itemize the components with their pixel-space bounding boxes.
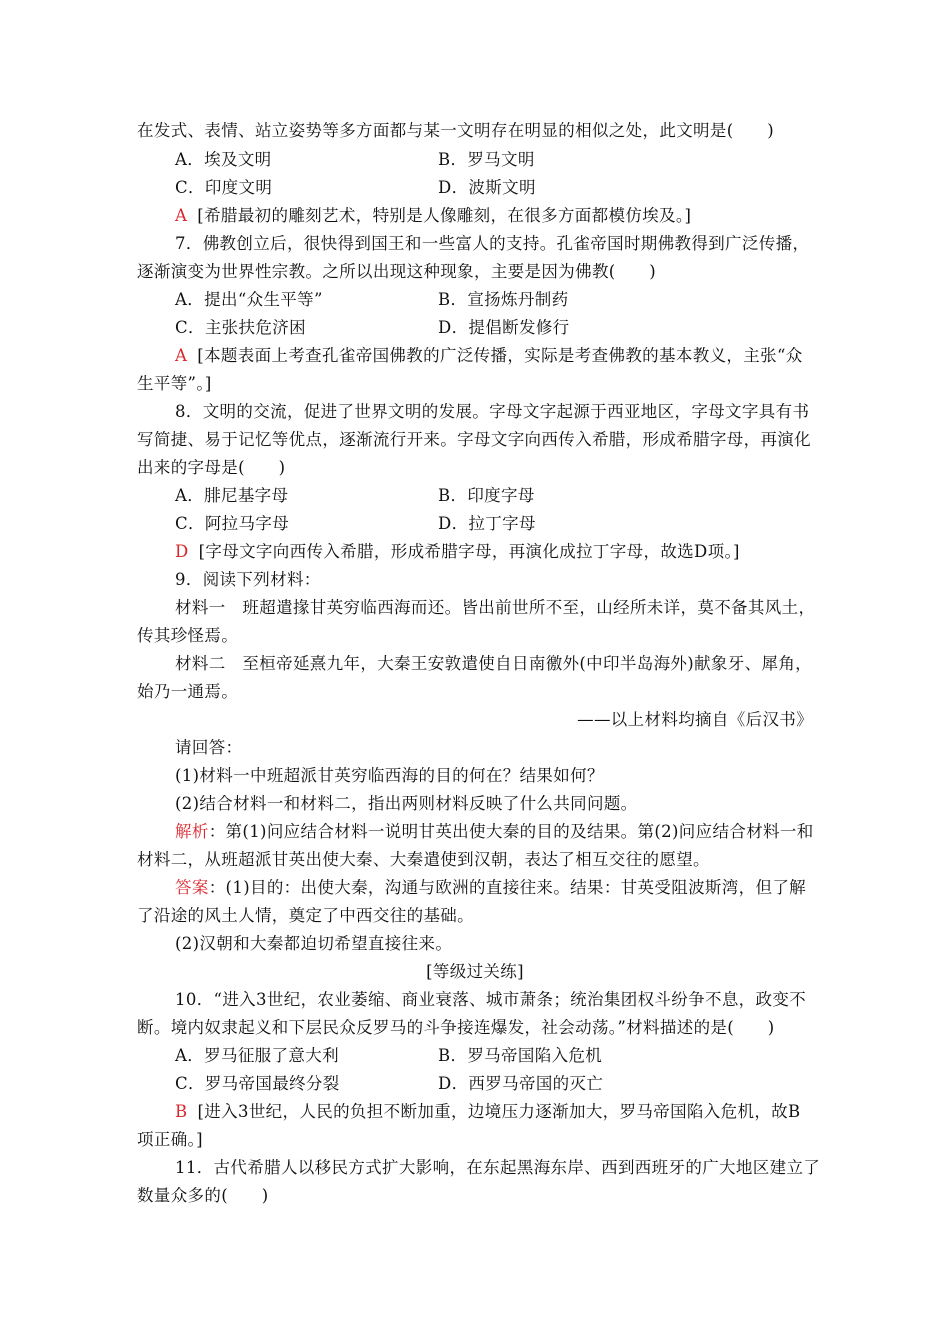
question-9-answer-line-3: (2)汉朝和大秦都迫切希望直接往来。 (175, 934, 453, 953)
question-9-analysis-line-2: 材料二，从班超派甘英出使大秦、大秦遣使到汉朝，表达了相互交往的愿望。 (137, 850, 710, 869)
question-7-option-b: B．宣扬炼丹制药 (438, 290, 569, 309)
question-10-answer (175, 1102, 801, 1122)
answer-explanation: [本题表面上考查孔雀帝国佛教的广泛传播，实际是考查佛教的基本教义，主张“众 (197, 346, 803, 365)
question-10-option-c: C．罗马帝国最终分裂 (175, 1074, 340, 1093)
answer-explanation: [字母文字向西传入希腊，形成希腊字母，再演化成拉丁字母，故选D项。] (198, 542, 740, 561)
question-6-answer (175, 206, 691, 226)
question-9-ask: 请回答： (175, 738, 243, 757)
answer-explanation: [希腊最初的雕刻艺术，特别是人像雕刻，在很多方面都模仿埃及。] (197, 206, 692, 225)
question-8-stem-line-3: 出来的字母是( ) (137, 458, 286, 477)
question-7-stem-line-1: 7．佛教创立后，很快得到国王和一些富人的支持。孔雀帝国时期佛教得到广泛传播， (175, 234, 810, 253)
question-10-option-d: D．西罗马帝国的灭亡 (438, 1074, 604, 1093)
question-8-stem-line-1: 8．文明的交流，促进了世界文明的发展。字母文字起源于西亚地区，字母文字具有书 (175, 402, 810, 421)
question-9-stem: 9．阅读下列材料： (175, 570, 321, 589)
question-7-answer (175, 346, 803, 366)
question-11-stem-line-2: 数量众多的( ) (137, 1186, 269, 1205)
material-1-line-1: 材料一 班超遣掾甘英穷临西海而还。皆出前世所不至，山经所未详，莫不备其风土， (175, 598, 816, 617)
question-6-option-a: A．埃及文明 (175, 150, 272, 169)
question-7-option-d: D．提倡断发修行 (438, 318, 570, 337)
answer-explanation: [进入3世纪，人民的负担不断加重，边境压力逐渐加大，罗马帝国陷入危机，故B (197, 1102, 801, 1121)
question-9-sub-1: (1)材料一中班超派甘英穷临西海的目的何在？结果如何？ (175, 766, 604, 785)
question-10-stem-line-1: 10．“进入3世纪，农业萎缩、商业衰落、城市萧条；统治集团权斗纷争不息，政变不 (175, 990, 807, 1009)
question-8-option-d: D．拉丁字母 (438, 514, 536, 533)
question-8-option-c: C．阿拉马字母 (175, 514, 290, 533)
question-11-stem-line-1: 11．古代希腊人以移民方式扩大影响，在东起黑海东岸、西到西班牙的广大地区建立了 (175, 1158, 821, 1177)
question-8-option-a: A．腓尼基字母 (175, 486, 289, 505)
question-9-answer (175, 878, 806, 898)
question-7-option-c: C．主张扶危济困 (175, 318, 306, 337)
answer-text: ：(1)目的：出使大秦，沟通与欧洲的直接往来。结果：甘英受阻波斯湾，但了解 (208, 878, 807, 897)
material-2-line-1: 材料二 至桓帝延熹九年，大秦王安敦遣使自日南徼外(中印半岛海外)献象牙、犀角， (175, 654, 813, 673)
question-9-answer-line-2: 了沿途的风土人情，奠定了中西交往的基础。 (137, 906, 474, 925)
question-7-option-a: A．提出“众生平等” (175, 290, 323, 309)
material-1-line-2: 传其珍怪焉。 (137, 626, 239, 645)
question-6-option-b: B．罗马文明 (438, 150, 535, 169)
answer-letter: A (175, 206, 188, 225)
question-8-stem-line-2: 写简捷、易于记忆等优点，逐渐流行开来。字母文字向西传入希腊，形成希腊字母，再演化 (137, 430, 811, 449)
analysis-text: ：第(1)问应结合材料一说明甘英出使大秦的目的及结果。第(2)问应结合材料一和 (208, 822, 814, 841)
answer-letter: B (175, 1102, 188, 1121)
material-2-line-2: 始乃一通焉。 (137, 682, 239, 701)
question-8-answer (175, 542, 740, 562)
question-6-option-c: C．印度文明 (175, 178, 273, 197)
answer-label: 答案 (175, 878, 209, 897)
question-9-analysis (175, 822, 814, 842)
question-7-answer-line-2: 生平等”。] (137, 374, 212, 393)
question-6-option-d: D．波斯文明 (438, 178, 536, 197)
question-10-stem-line-2: 断。境内奴隶起义和下层民众反罗马的斗争接连爆发，社会动荡。”材料描述的是( ) (137, 1018, 775, 1037)
question-8-option-b: B．印度字母 (438, 486, 535, 505)
question-9-sub-2: (2)结合材料一和材料二，指出两则材料反映了什么共同问题。 (175, 794, 638, 813)
question-10-option-a: A．罗马征服了意大利 (175, 1046, 339, 1065)
answer-letter: D (175, 542, 189, 561)
question-7-stem-line-2: 逐渐演变为世界性宗教。之所以出现这种现象，主要是因为佛教( ) (137, 262, 657, 281)
answer-letter: A (175, 346, 188, 365)
section-title: [等级过关练] (426, 962, 524, 981)
question-6-stem: 在发式、表情、站立姿势等多方面都与某一文明存在明显的相似之处，此文明是( ) (137, 121, 775, 140)
material-source: ——以上材料均摘自《后汉书》 (577, 710, 813, 729)
question-10-answer-line-2: 项正确。] (137, 1130, 203, 1149)
analysis-label: 解析 (175, 822, 209, 841)
question-10-option-b: B．罗马帝国陷入危机 (438, 1046, 603, 1065)
